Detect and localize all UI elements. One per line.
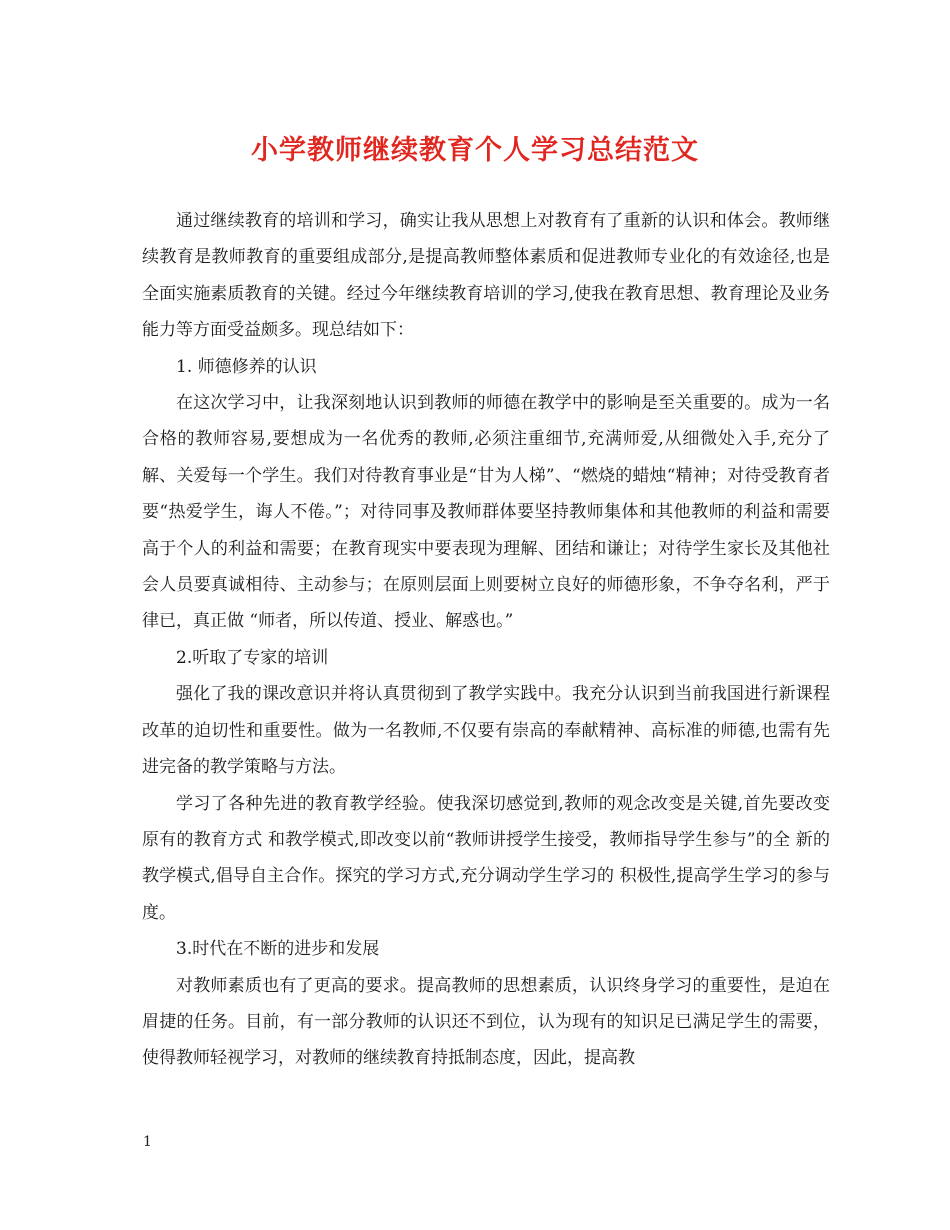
document-title: 小学教师继续教育个人学习总结范文 bbox=[251, 135, 699, 166]
paragraph-section-2a: 强化了我的课改意识并将认真贯彻到了教学实践中。我充分认识到当前我国进行新课程改革的迫切性和重要性。做为一名教师,不仅要有崇高的奉献精神、高标准的师德,也需有先进完备的教学策略与方法。 bbox=[142, 684, 830, 778]
section-heading-1: 1. 师德修养的认识 bbox=[176, 356, 317, 377]
section-heading-2: 2.听取了专家的培训 bbox=[176, 647, 329, 668]
page-number: 1 bbox=[143, 1134, 152, 1150]
paragraph-section-1: 在这次学习中，让我深刻地认识到教师的师德在教学中的影响是至关重要的。成为一名合格的教师容易,要想成为一名优秀的教师,必须注重细节,充满师爱,从细微处入手,充分了解、关爱每一个学生。我们对待教育事业是“甘为人梯”、“燃烧的蜡烛“精神；对待受教育者要“热爱学生，诲人不倦。”；对待同事及教师群体要坚持教师集体和其他教师的利益和需要高于个人的利益和需要；在教育现实中要表现为理解、团结和谦让；对待学生家长及其他社会人员要真诚相待、主动参与；在原则层面上则要树立良好的师德形象，不争夺名利，严于律已，真正做 “师者，所以传道、授业、解惑也。” bbox=[142, 393, 830, 632]
section-heading-3: 3.时代在不断的进步和发展 bbox=[176, 939, 380, 960]
paragraph-section-2b: 学习了各种先进的教育教学经验。使我深切感觉到,教师的观念改变是关键,首先要改变原有的教育方式 和教学模式,即改变以前“教师讲授学生接受，教师指导学生参与”的全 新的教学模式,倡导自主合作。探究的学习方式,充分调动学生学习的 积极性,提高学生学习的参与度。 bbox=[142, 793, 830, 923]
paragraph-intro: 通过继续教育的培训和学习，确实让我从思想上对教育有了重新的认识和体会。教师继续教育是教师教育的重要组成部分,是提高教师整体素质和促进教师专业化的有效途径,也是全面实施素质教育的关键。经过今年继续教育培训的学习,使我在教育思想、教育理论及业务能力等方面受益颇多。现总结如下： bbox=[142, 211, 830, 341]
document-body bbox=[142, 203, 830, 1077]
paragraph-section-3: 对教师素质也有了更高的要求。提高教师的思想素质，认识终身学习的重要性，是迫在眉捷的任务。目前，有一部分教师的认识还不到位，认为现有的知识足已满足学生的需要，使得教师轻视学习，对教师的继续教育持抵制态度，因此，提高教 bbox=[142, 975, 830, 1069]
